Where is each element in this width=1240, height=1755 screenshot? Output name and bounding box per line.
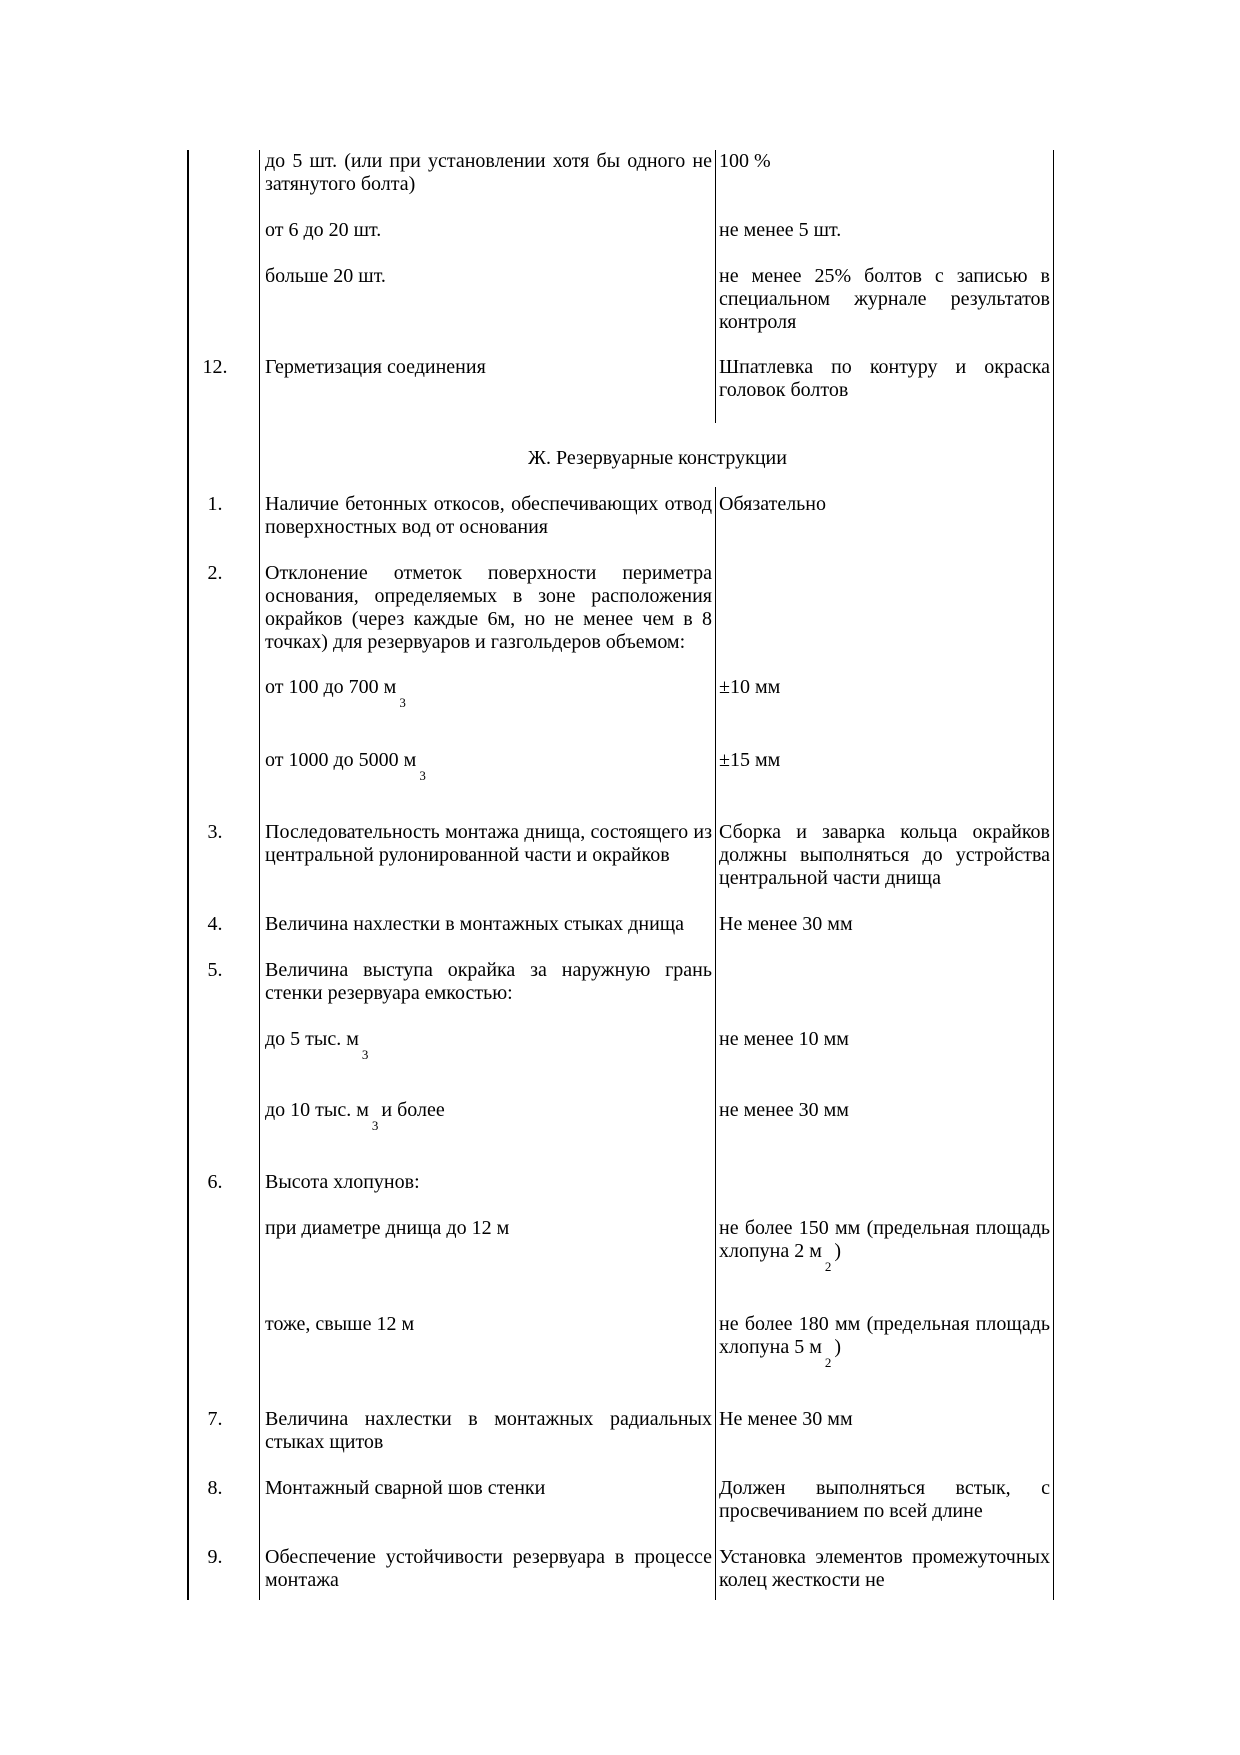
- table-left-border: [187, 150, 189, 1600]
- row-value: не менее 5 шт.: [719, 219, 842, 241]
- row-value: 100 %: [719, 150, 771, 172]
- row-number: 4.: [207, 913, 223, 935]
- row-value: Не менее 30 мм: [719, 1408, 853, 1430]
- row-value: Шпатлевка по контуру и окраска головок болтов: [719, 356, 1050, 401]
- table-right-border: [1053, 150, 1054, 1600]
- row-desc-suffix: и более: [381, 1099, 445, 1121]
- row-value-text: не более 150 мм (предельная площадь хлопуна 2 м: [719, 1217, 1050, 1262]
- row-number: 12.: [202, 356, 228, 378]
- row-desc: при диаметре днища до 12 м: [265, 1217, 510, 1239]
- unit-exponent: 2: [824, 1355, 832, 1370]
- unit-exponent: 3: [419, 768, 426, 783]
- column-divider-1: [259, 150, 260, 1600]
- row-desc: Монтажный сварной шов стенки: [265, 1477, 546, 1499]
- row-number: 5.: [207, 959, 223, 981]
- row-number: 6.: [207, 1171, 223, 1193]
- row-value: Установка элементов промежуточных колец жесткости не: [719, 1546, 1050, 1591]
- row-desc: Отклонение отметок поверхности периметра основания, определяемых в зоне расположения окрайков (через каждые 6м, но не менее чем в 8 точках) для резервуаров и газгольдеров объемом:: [265, 562, 712, 653]
- row-value-text: не более 180 мм (предельная площадь хлопуна 5 м: [719, 1313, 1050, 1358]
- row-desc-text: до 10 тыс. м: [265, 1099, 369, 1121]
- row-desc: [265, 676, 712, 710]
- section-title: Ж. Резервуарные конструкции: [528, 447, 787, 469]
- row-desc: Последовательность монтажа днища, состоящего из центральной рулонированной части и окрайков: [265, 821, 712, 866]
- row-value-suffix: ): [834, 1336, 842, 1358]
- row-desc: до 5 шт. (или при установлении хотя бы одного не затянутого болта): [265, 150, 712, 195]
- row-desc: [265, 749, 712, 783]
- row-value: не менее 30 мм: [719, 1099, 849, 1121]
- row-desc-text: от 1000 до 5000 м: [265, 749, 417, 771]
- column-divider-2-lower: [715, 487, 716, 1600]
- row-value: ±15 мм: [719, 749, 781, 771]
- row-desc: Высота хлопунов:: [265, 1171, 420, 1193]
- row-value: Сборка и заварка кольца окрайков должны выполняться до устройства центральной части днища: [719, 821, 1050, 889]
- row-value: [719, 1313, 1050, 1370]
- row-desc: больше 20 шт.: [265, 265, 386, 287]
- row-desc-text: до 5 тыс. м: [265, 1028, 359, 1050]
- row-value: Обязательно: [719, 493, 827, 515]
- row-value: [719, 1217, 1050, 1274]
- row-desc: [265, 1099, 712, 1133]
- row-desc: [265, 1028, 712, 1062]
- row-number: 1.: [207, 493, 223, 515]
- row-value: не менее 10 мм: [719, 1028, 849, 1050]
- unit-exponent: 3: [399, 695, 406, 710]
- row-value: Не менее 30 мм: [719, 913, 853, 935]
- row-desc: Величина нахлестки в монтажных радиальных стыках щитов: [265, 1408, 712, 1453]
- row-desc: Величина выступа окрайка за наружную грань стенки резервуара емкостью:: [265, 959, 712, 1004]
- row-number: 3.: [207, 821, 223, 843]
- unit-exponent: 2: [824, 1259, 832, 1274]
- row-desc: Величина нахлестки в монтажных стыках днища: [265, 913, 685, 935]
- row-value-suffix: ): [834, 1240, 842, 1262]
- row-desc-text: от 100 до 700 м: [265, 676, 397, 698]
- unit-exponent: 3: [371, 1118, 379, 1133]
- row-number: 2.: [207, 562, 223, 584]
- row-number: 8.: [207, 1477, 223, 1499]
- row-value: не менее 25% болтов с записью в специальном журнале результатов контроля: [719, 265, 1050, 333]
- row-desc: Обеспечение устойчивости резервуара в процессе монтажа: [265, 1546, 712, 1591]
- row-desc: Герметизация соединения: [265, 356, 486, 378]
- row-desc: тоже, свыше 12 м: [265, 1313, 415, 1335]
- row-number: 7.: [207, 1408, 223, 1430]
- row-value: Должен выполняться встык, с просвечиванием по всей длине: [719, 1477, 1050, 1522]
- row-value: ±10 мм: [719, 676, 781, 698]
- unit-exponent: 3: [361, 1047, 369, 1062]
- row-number: 9.: [207, 1546, 223, 1568]
- row-desc: Наличие бетонных откосов, обеспечивающих отвод поверхностных вод от основания: [265, 493, 712, 538]
- column-divider-2-upper: [715, 150, 716, 423]
- row-desc: от 6 до 20 шт.: [265, 219, 382, 241]
